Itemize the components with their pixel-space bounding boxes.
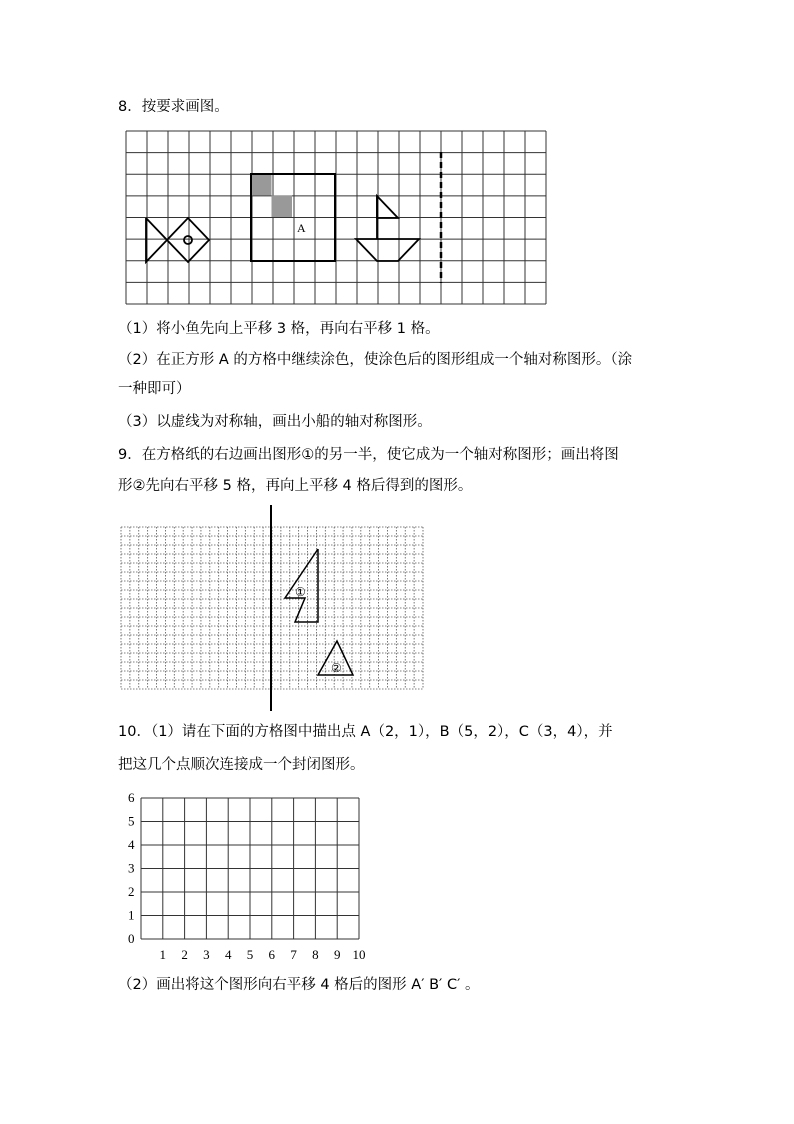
q10-grid-lines — [141, 798, 359, 939]
x-tick-label: 2 — [181, 947, 188, 962]
shape-2-label: ② — [331, 661, 342, 675]
q9-grid-figure — [120, 505, 425, 711]
x-tick-label: 9 — [333, 947, 341, 962]
x-tick-label: 10 — [352, 947, 366, 962]
fish-figure — [146, 218, 209, 262]
q9-line2: 形②先向右平移 5 格，再向上平移 4 格后得到的图形。 — [118, 478, 473, 494]
shaded-square-1 — [251, 174, 272, 196]
y-tick-label: 6 — [128, 790, 135, 805]
x-tick-label: 4 — [224, 947, 232, 962]
q8-sub3: （3）以虚线为对称轴，画出小船的轴对称图形。 — [118, 414, 432, 430]
x-tick-label: 1 — [159, 947, 167, 962]
q10-line2: 把这几个点顺次连接成一个封闭图形。 — [118, 757, 365, 773]
q8-sub2-line2: 一种即可） — [118, 381, 191, 397]
q10-line1: 10．（1）请在下面的方格图中描出点 A（2，1），B（5，2），C（3，4），并 — [118, 724, 613, 740]
y-tick-label: 2 — [128, 884, 135, 899]
q8-sub1: （1）将小鱼先向上平移 3 格，再向右平移 1 格。 — [118, 321, 440, 337]
q10-x-tick-labels — [160, 947, 366, 962]
y-tick-label: 3 — [128, 860, 135, 876]
q8-title: 8．按要求画图。 — [118, 99, 229, 115]
y-tick-label: 0 — [128, 931, 135, 946]
fish-eye — [184, 236, 192, 244]
shape-1-label: ① — [295, 585, 306, 599]
q10-sub2: （2）画出将这个图形向右平移 4 格后的图形 A′ B′ C′ 。 — [118, 977, 480, 993]
square-a-label: A — [297, 221, 306, 235]
y-tick-label: 4 — [128, 837, 135, 852]
y-tick-label: 1 — [128, 907, 135, 923]
x-tick-label: 7 — [290, 947, 297, 962]
x-tick-label: 8 — [312, 947, 319, 962]
y-tick-label: 5 — [128, 813, 135, 829]
q8-sub2-line1: （2）在正方形 A 的方格中继续涂色，使涂色后的图形组成一个轴对称图形。（涂 — [118, 352, 633, 368]
x-tick-label: 5 — [246, 947, 254, 962]
q8-grid-figure — [125, 130, 547, 305]
q10-y-tick-labels — [128, 790, 135, 946]
x-tick-label: 6 — [268, 947, 276, 962]
q9-line1: 9．在方格纸的右边画出图形①的另一半，使它成为一个轴对称图形；画出将图 — [118, 447, 619, 463]
shaded-square-2 — [272, 196, 293, 218]
boat-figure — [356, 196, 419, 261]
q10-coordinate-grid — [120, 788, 380, 960]
x-tick-label: 3 — [203, 947, 210, 962]
